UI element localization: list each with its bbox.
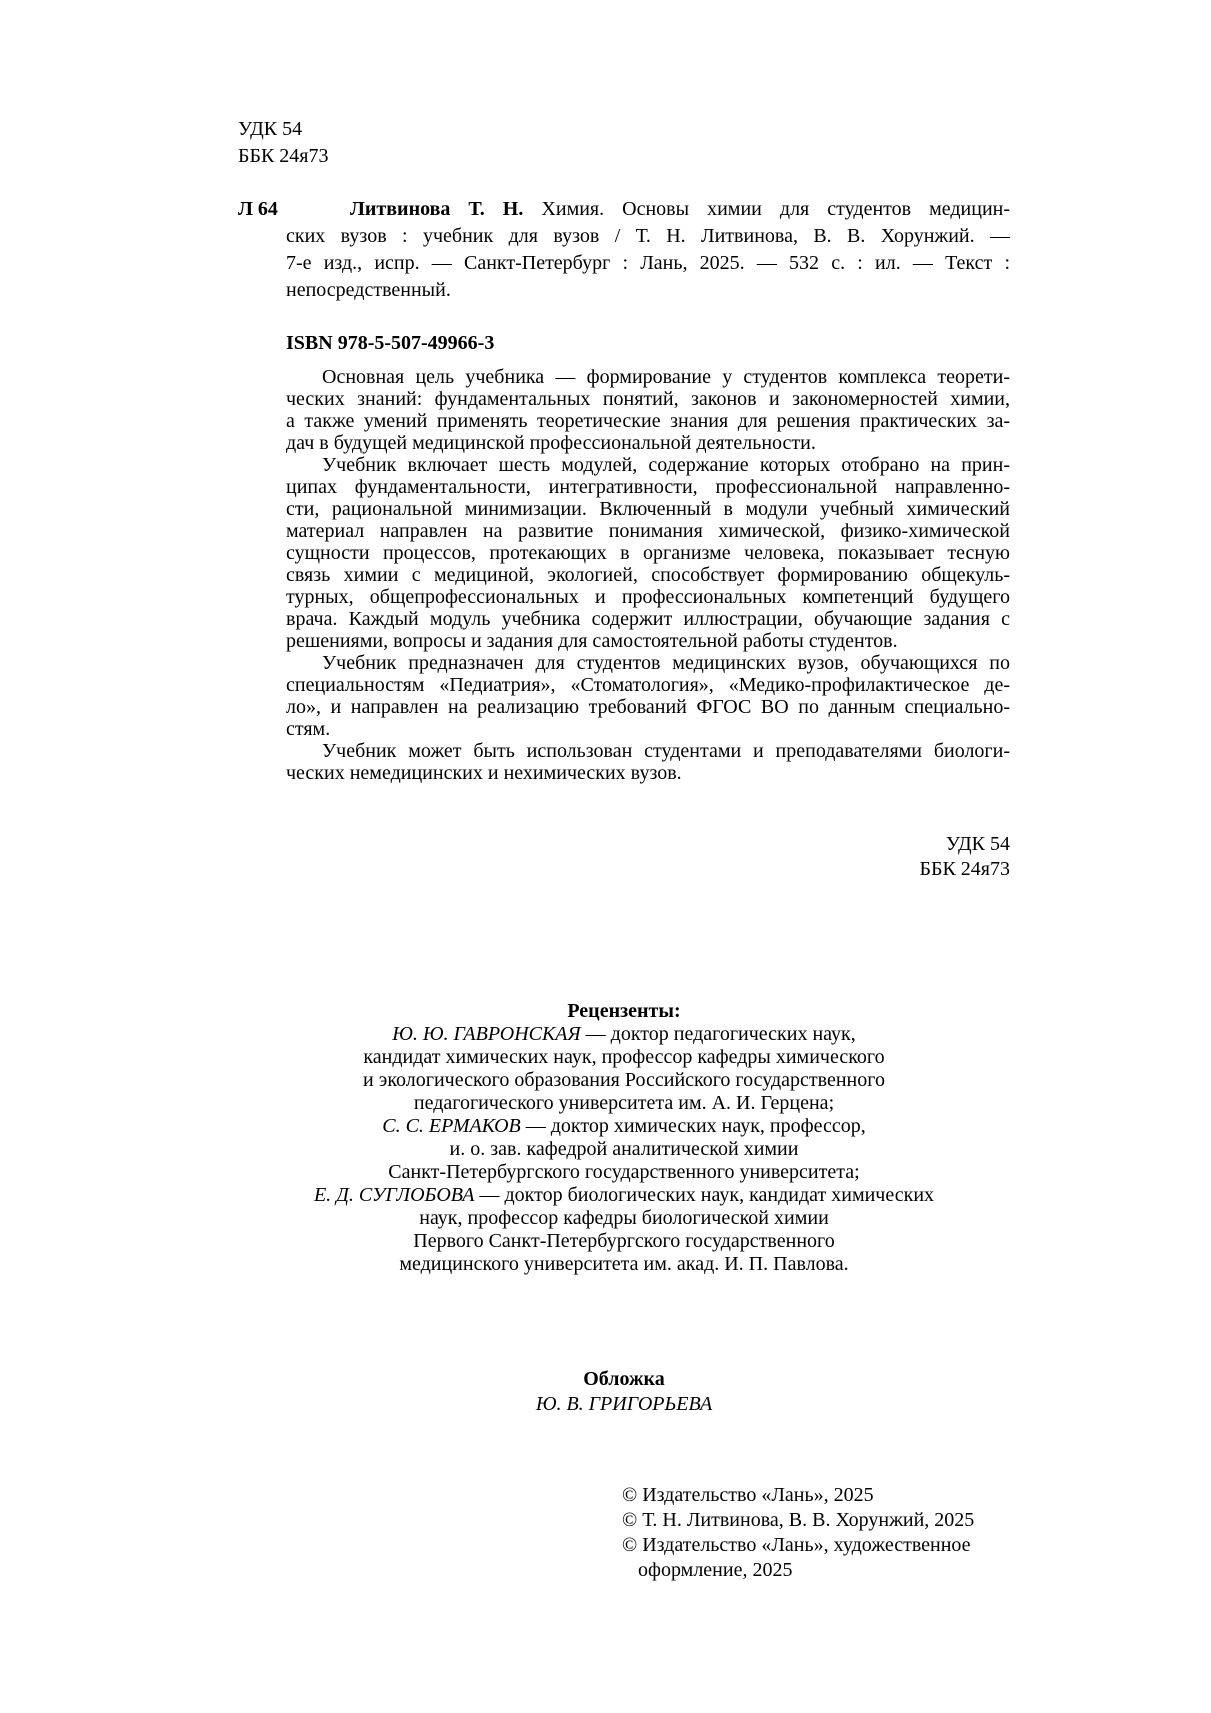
udk-code: УДК 54 bbox=[238, 118, 303, 140]
reviewer-1-name: Ю. Ю. ГАВРОНСКАЯ bbox=[392, 1023, 581, 1045]
bibliographic-record bbox=[238, 196, 1010, 304]
classification-top bbox=[238, 116, 329, 170]
abstract-paragraph-2: Учебник включает шесть модулей, содержание которых отобрано на прин- ципах фундаментальности, интегративности, профессиональной направленно- сти, рациональной минимизации. Включенный в модули учебный химический материал направлен на развитие понимания химической, физико-химической сущности процессов, протекающих в организме человека, показывает тесную связь химии с медициной, экологией, способствует формированию общекуль- турных, общепрофессиональных и профессиональных компетенций будущего врача. Каждый модуль учебника содержит иллюстрации, обучающие задания с решениями, вопросы и задания для самостоятельной работы студентов. bbox=[286, 454, 1010, 652]
abstract-paragraph-4: Учебник может быть использован студентами и преподавателями биологи- ческих немедицинских и нехимических вузов. bbox=[286, 740, 1010, 784]
biblio-title: Химия. Основы химии для студентов медицин- bbox=[541, 198, 1011, 220]
copyright-design: © Издательство «Лань», художественное bbox=[622, 1534, 971, 1556]
cover-credit bbox=[238, 1367, 1010, 1417]
biblio-line-1 bbox=[238, 196, 1010, 223]
cover-designer: Ю. В. ГРИГОРЬЕВА bbox=[535, 1393, 713, 1415]
cover-heading: Обложка bbox=[583, 1368, 665, 1390]
bbk-code: ББК 24я73 bbox=[238, 145, 329, 167]
copyright-design-cont: оформление, 2025 bbox=[638, 1559, 793, 1581]
reviewer-2-name: С. С. ЕРМАКОВ bbox=[382, 1115, 521, 1137]
copyright-publisher: © Издательство «Лань», 2025 bbox=[622, 1484, 874, 1506]
reviewer-3-name: Е. Д. СУГЛОБОВА bbox=[313, 1184, 475, 1206]
abstract-paragraph-1: Основная цель учебника — формирование у студентов комплекса теорети- ческих знаний: фундаментальных понятий, законов и закономерностей химии, а также умений применять теоретические знания для решения практических за- дач в будущей медицинской профессиональной деятельности. bbox=[286, 366, 1010, 454]
reviewer-3: Е. Д. СУГЛОБОВА — доктор биологических наук, кандидат химических наук, профессор кафедры биологической химии Первого Санкт-Петербургского государственного медицинского университета им. акад. И. П. Павлова. bbox=[313, 1184, 935, 1275]
reviewers bbox=[238, 1000, 1010, 1276]
classification-bottom bbox=[790, 832, 1010, 882]
bbk-code: ББК 24я73 bbox=[919, 858, 1010, 880]
reviewer-1: Ю. Ю. ГАВРОНСКАЯ — доктор педагогических наук, кандидат химических наук, профессор кафедры химического и экологического образования Российского государственного педагогического университета им. А. И. Герцена; bbox=[363, 1023, 885, 1114]
abstract-paragraph-3: Учебник предназначен для студентов медицинских вузов, обучающихся по специальностям «Педиатрия», «Стоматология», «Медико-профилактическое де- ло», и направлен на реализацию требований ФГОС ВО по данным специально- стям. bbox=[286, 652, 1010, 740]
author-name: Литвинова Т. Н. bbox=[350, 198, 524, 220]
biblio-line-2: ских вузов : учебник для вузов / Т. Н. Литвинова, В. В. Хорунжий. — bbox=[286, 225, 1010, 247]
copyright-notices bbox=[622, 1483, 974, 1583]
udk-code: УДК 54 bbox=[945, 833, 1010, 855]
abstract bbox=[286, 366, 1010, 784]
author-mark: Л 64 bbox=[238, 198, 278, 220]
biblio-line-4: непосредственный. bbox=[286, 279, 451, 301]
reviewers-heading: Рецензенты: bbox=[567, 1000, 681, 1022]
biblio-line-3: 7-е изд., испр. — Санкт-Петербург : Лань, 2025. — 532 с. : ил. — Текст : bbox=[286, 252, 1010, 274]
isbn: ISBN 978-5-507-49966-3 bbox=[286, 332, 495, 354]
copyright-authors: © Т. Н. Литвинова, В. В. Хорунжий, 2025 bbox=[622, 1509, 975, 1531]
reviewer-2: С. С. ЕРМАКОВ — доктор химических наук, профессор, и. о. зав. кафедрой аналитической химии Санкт-Петербургского государственного университета; bbox=[382, 1115, 866, 1183]
